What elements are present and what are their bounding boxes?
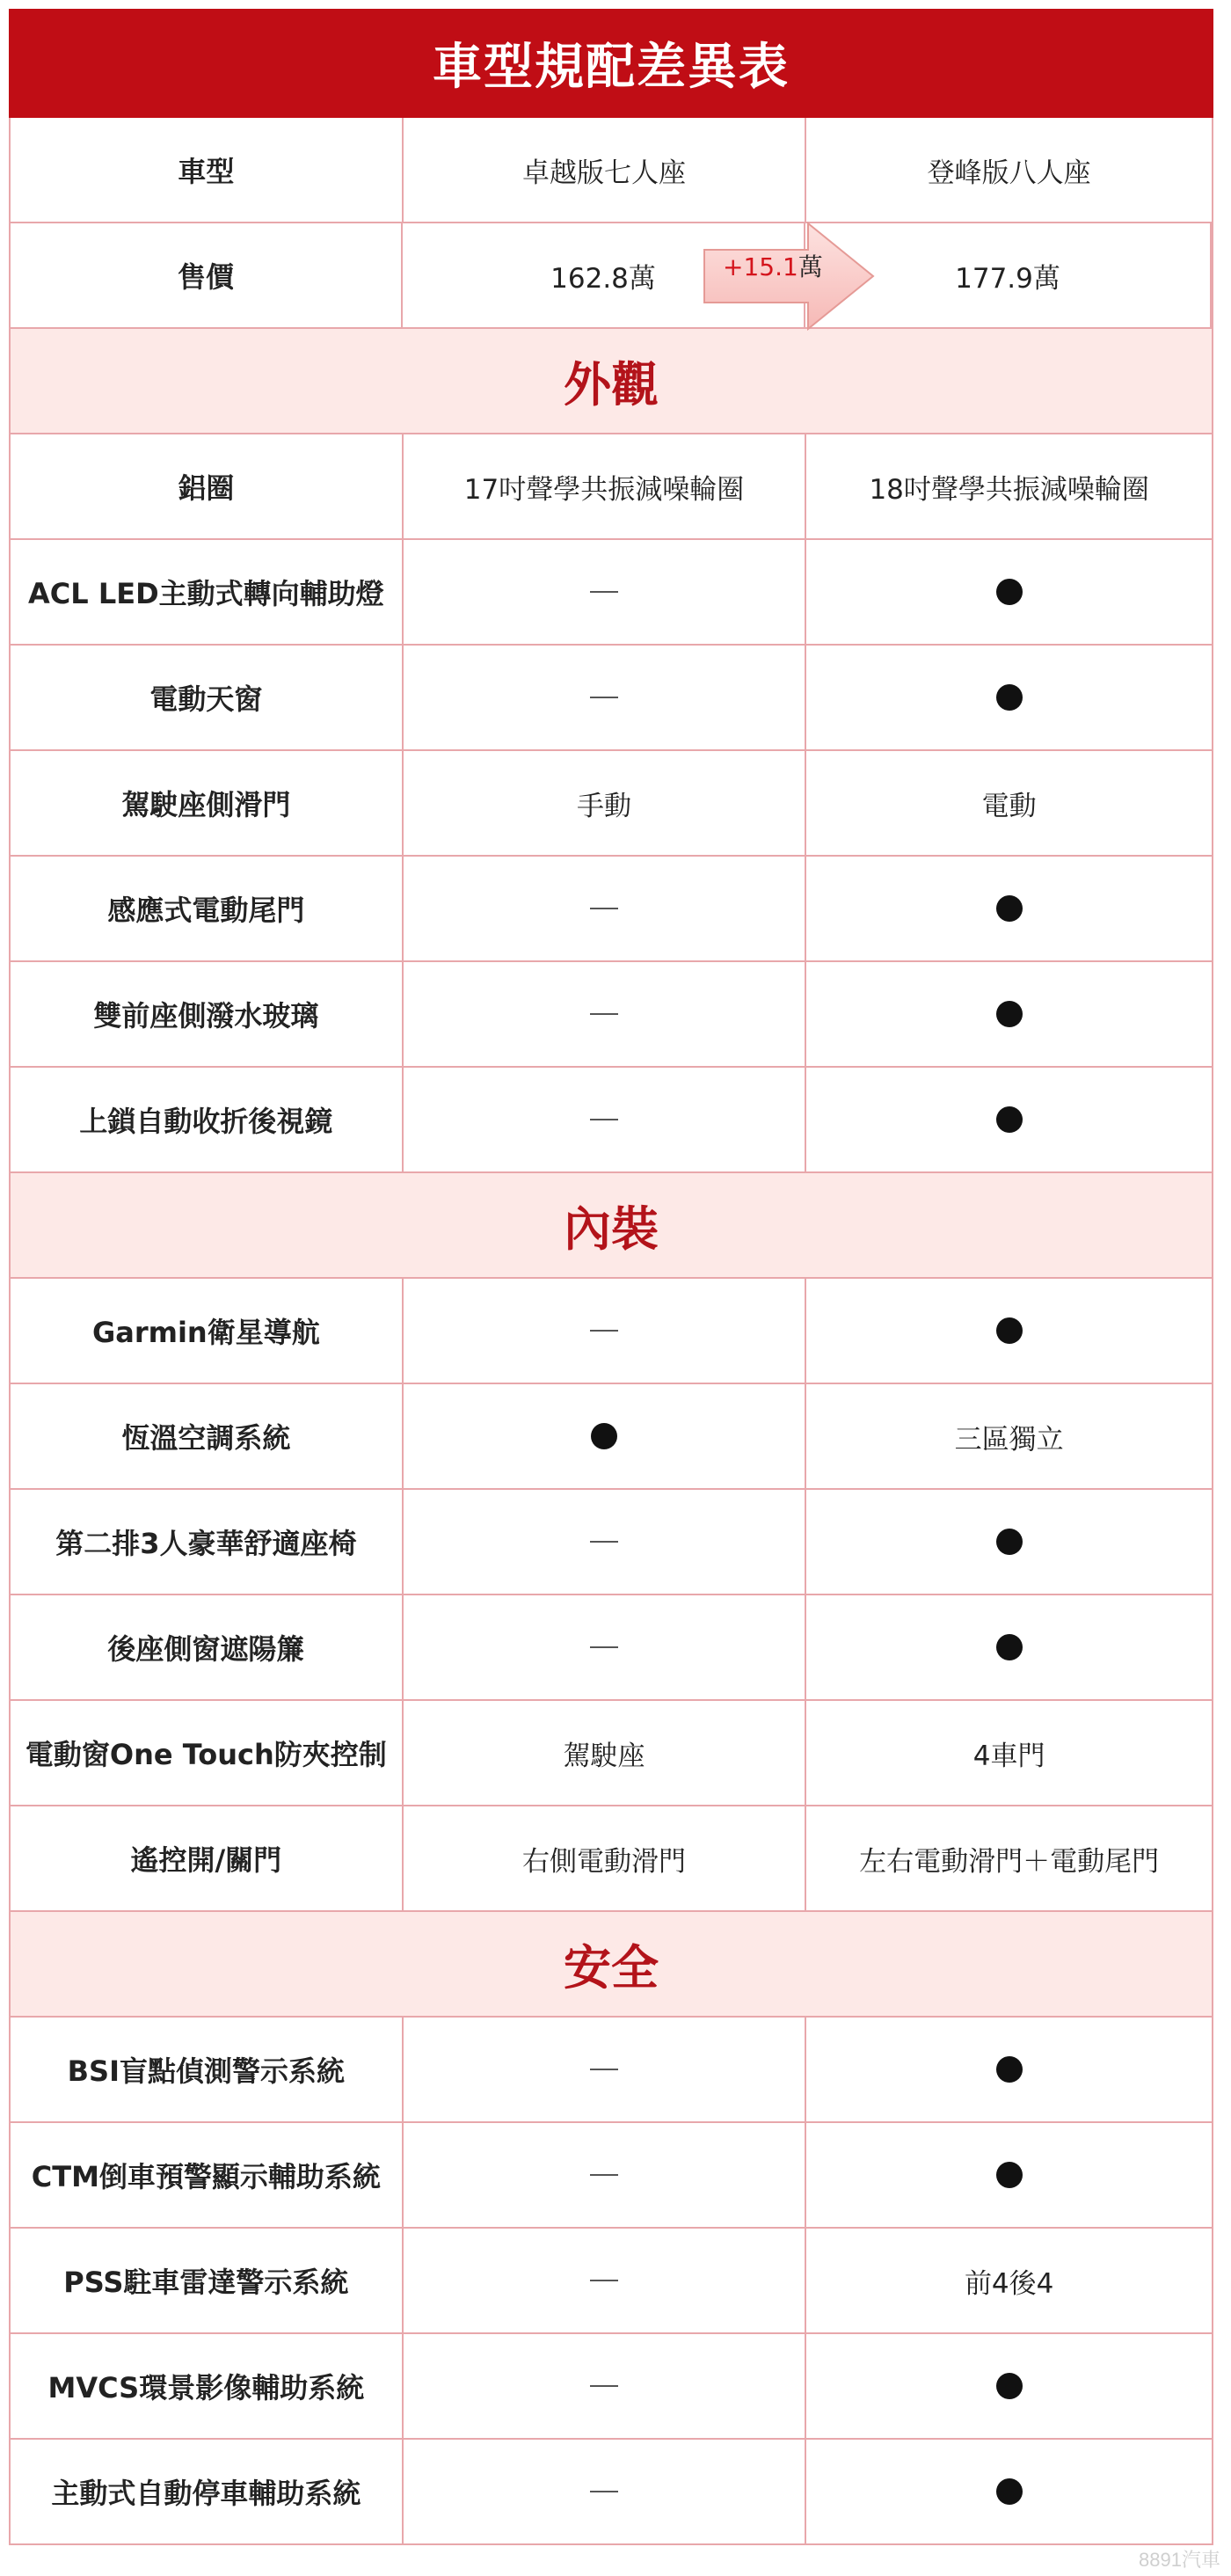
included-dot-icon (996, 2162, 1023, 2188)
trim-a-value: 17吋聲學共振減噪輪圈 (404, 434, 807, 538)
table-row (9, 1806, 1213, 1912)
trim-b-value: 前4後4 (964, 2267, 1054, 2300)
trim-b-value: 左右電動滑門＋電動尾門 (859, 1845, 1160, 1878)
feature-label: 雙前座側潑水玻璃 (11, 962, 404, 1066)
table-row (9, 962, 1213, 1068)
price-row (9, 223, 1213, 329)
not-included-dash-icon (590, 2280, 618, 2281)
feature-label: 駕駛座側滑門 (11, 751, 404, 855)
table-row (9, 857, 1213, 962)
feature-label: Garmin衛星導航 (11, 1279, 404, 1383)
trim-b-value (806, 646, 1212, 749)
feature-label: CTM倒車預警顯示輔助系統 (11, 2123, 404, 2227)
included-dot-icon (996, 2373, 1023, 2399)
not-included-dash-icon (590, 1013, 618, 1015)
included-dot-icon (996, 1529, 1023, 1555)
table-row (9, 751, 1213, 857)
included-dot-icon (996, 1634, 1023, 1660)
table-row (9, 1068, 1213, 1173)
trim-b-value (806, 962, 1212, 1066)
included-dot-icon (591, 1423, 617, 1449)
not-included-dash-icon (590, 2174, 618, 2176)
included-dot-icon (996, 1001, 1023, 1027)
feature-label: PSS駐車雷達警示系統 (11, 2229, 404, 2332)
trim-b-value (806, 1490, 1212, 1594)
included-dot-icon (996, 1317, 1023, 1344)
trim-b-value: 電動 (981, 790, 1037, 822)
trim-a-value (404, 2018, 807, 2121)
not-included-dash-icon (590, 908, 618, 909)
trim-b-value (806, 2440, 1212, 2543)
table-row (9, 2123, 1213, 2229)
included-dot-icon (996, 895, 1023, 922)
trim-b-value (806, 540, 1212, 644)
watermark: 8891汽車 (1139, 2549, 1220, 2571)
not-included-dash-icon (590, 1646, 618, 1648)
feature-label: 感應式電動尾門 (11, 857, 404, 960)
not-included-dash-icon (590, 2385, 618, 2387)
trim-a-value (404, 1279, 807, 1383)
table-title: 車型規配差異表 (9, 9, 1213, 118)
trim-a-value (404, 540, 807, 644)
feature-label: 上鎖自動收折後視鏡 (11, 1068, 404, 1171)
feature-label: 第二排3人豪華舒適座椅 (11, 1490, 404, 1594)
trim-b-value (806, 857, 1212, 960)
feature-label: 主動式自動停車輔助系統 (11, 2440, 404, 2543)
table-row (9, 540, 1213, 646)
feature-label: BSI盲點偵測警示系統 (11, 2018, 404, 2121)
trim-b-value (806, 1279, 1212, 1383)
trim-b-value: 18吋聲學共振減噪輪圈 (869, 473, 1149, 506)
section-header-exterior: 外觀 (9, 329, 1213, 434)
included-dot-icon (996, 684, 1023, 711)
included-dot-icon (996, 2056, 1023, 2083)
not-included-dash-icon (590, 591, 618, 593)
section-header-interior: 內裝 (9, 1173, 1213, 1279)
price-diff-label (723, 248, 823, 283)
not-included-dash-icon (590, 2069, 618, 2070)
not-included-dash-icon (590, 1119, 618, 1120)
trim-a-value (404, 2440, 807, 2543)
trim-a-value (404, 1490, 807, 1594)
header-row (9, 118, 1213, 223)
trim-a-value (404, 1068, 807, 1171)
sections-container (9, 329, 1213, 2545)
trim-b-value (806, 1068, 1212, 1171)
feature-label: 後座側窗遮陽簾 (11, 1595, 404, 1699)
not-included-dash-icon (590, 1330, 618, 1332)
feature-label: 恆溫空調系統 (11, 1384, 404, 1488)
trim-b-value: 三區獨立 (954, 1423, 1064, 1456)
header-label: 車型 (11, 118, 404, 222)
table-row (9, 2229, 1213, 2334)
feature-label: 電動窗One Touch防夾控制 (11, 1701, 404, 1805)
table-row (9, 2334, 1213, 2440)
trim-a-value (404, 857, 807, 960)
price-diff-unit: 萬 (798, 252, 823, 281)
trim-a-value (404, 962, 807, 1066)
trim-a-value (404, 1384, 807, 1488)
table-row (9, 646, 1213, 751)
trim-a-value (404, 2229, 807, 2332)
spec-table (9, 9, 1213, 2545)
trim-b-value: 4車門 (972, 1740, 1045, 1772)
table-row (9, 2440, 1213, 2545)
feature-label: 鋁圈 (11, 434, 404, 538)
not-included-dash-icon (590, 2491, 618, 2492)
trim-a-value: 右側電動滑門 (404, 1806, 807, 1910)
trim-b-value (806, 1595, 1212, 1699)
table-row (9, 1384, 1213, 1490)
trim-a-price: 162.8萬 (403, 223, 805, 327)
trim-b-value (806, 2018, 1212, 2121)
trim-b-value (806, 2334, 1212, 2438)
feature-label: MVCS環景影像輔助系統 (11, 2334, 404, 2438)
trim-a-value (404, 2123, 807, 2227)
included-dot-icon (996, 1106, 1023, 1133)
feature-label: 遙控開/關門 (11, 1806, 404, 1910)
table-row (9, 1701, 1213, 1806)
table-row (9, 434, 1213, 540)
trim-a-value (404, 646, 807, 749)
not-included-dash-icon (590, 1541, 618, 1543)
table-row (9, 1595, 1213, 1701)
trim-b-name: 登峰版八人座 (927, 157, 1091, 189)
included-dot-icon (996, 2478, 1023, 2505)
trim-b-price: 177.9萬 (805, 223, 1212, 327)
trim-a-value: 手動 (404, 751, 807, 855)
price-label: 售價 (11, 223, 403, 327)
price-diff-value: +15.1 (723, 252, 798, 281)
included-dot-icon (996, 579, 1023, 605)
feature-label: 電動天窗 (11, 646, 404, 749)
not-included-dash-icon (590, 697, 618, 698)
trim-a-value: 駕駛座 (404, 1701, 807, 1805)
table-row (9, 2018, 1213, 2123)
feature-label: ACL LED主動式轉向輔助燈 (11, 540, 404, 644)
trim-b-value (806, 2123, 1212, 2227)
section-header-safety: 安全 (9, 1912, 1213, 2018)
table-row (9, 1490, 1213, 1595)
table-row (9, 1279, 1213, 1384)
trim-a-value (404, 2334, 807, 2438)
trim-a-value (404, 1595, 807, 1699)
trim-a-name: 卓越版七人座 (404, 118, 807, 222)
